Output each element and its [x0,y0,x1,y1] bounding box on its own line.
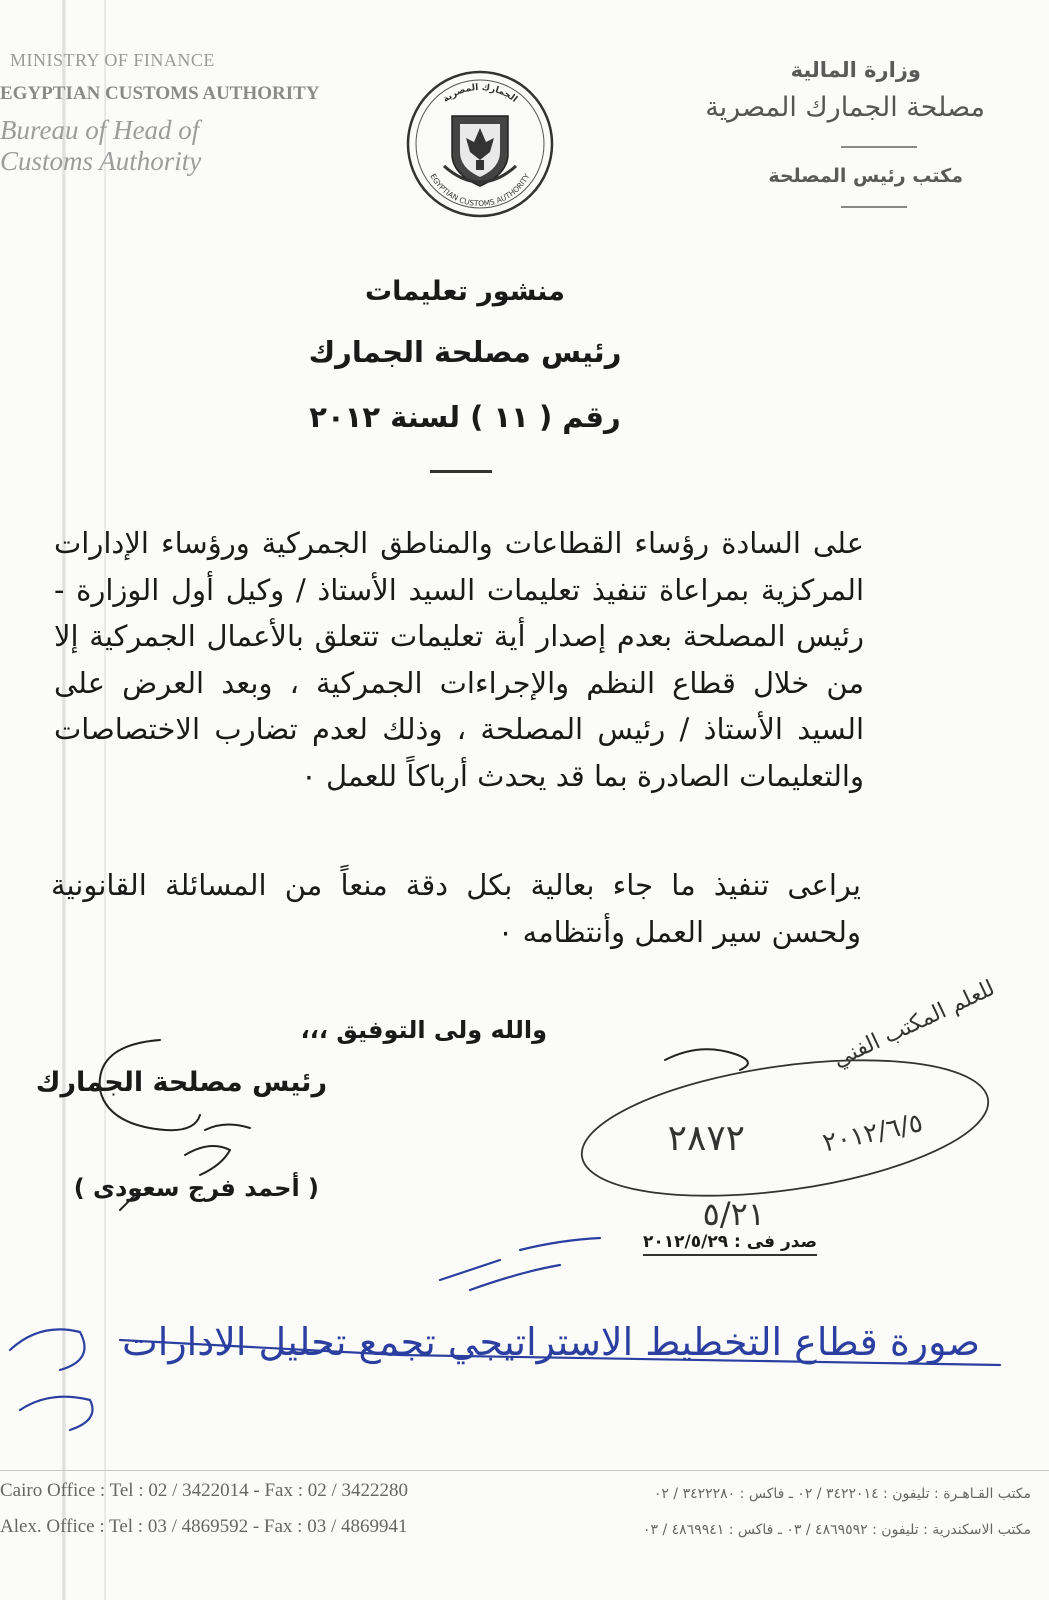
document-title: منشور تعليمات [365,276,565,307]
letterhead-bureau-en: Bureau of Head of [0,115,200,145]
customs-authority-seal [404,68,556,220]
body-paragraph: على السادة رؤساء القطاعات والمناطق الجمركية ورؤساء الإدارات المركزية بمراعاة تنفيذ تعليمات السيد الأستاذ / وكيل أول الوزارة - رئيس المصلحة بعدم إصدار أية تعليمات تتعلق بالأعمال الجمركية إلا من خلال قطاع النظم والإجراءات الجمركية ، وبعد العرض على السيد الأستاذ / رئيس المصلحة ، وذلك لعدم تضارب الاختصاصات والتعليمات الصادرة بما قد يحدث أرباكاً للعمل ٠ [54,526,864,793]
document-issuer: رئيس مصلحة الجمارك [308,335,622,369]
letterhead-ministry-en: MINISTRY OF FINANCE [10,50,215,70]
letterhead-authority-ar: مصلحة الجمارك المصرية [705,92,985,123]
registration-stamp [573,1038,996,1233]
title-divider [430,470,492,473]
alex-office-contact-en: Alex. Office : Tel : 03 / 4869592 - Fax : 03 / 4869941 [0,1516,408,1537]
letterhead-office-ar: مكتب رئيس المصلحة [768,165,963,187]
letterhead-bureau-en: Customs Authority [0,146,202,176]
closing-salutation: والله ولى التوفيق ،،، [300,1016,547,1044]
blue-note-text: صورة قطاع التخطيط الاستراتيجي تجمع تحليل الادارات [122,1320,980,1364]
signature [100,1040,250,1210]
divider [841,206,907,208]
document-number: رقم ( ١١ ) لسنة ٢٠١٢ [309,400,621,434]
signer-name: ( أحمد فرج سعودى ) [73,1174,319,1202]
signer-title: رئيس مصلحة الجمارك [35,1067,327,1098]
blue-pen-note [10,1238,1000,1430]
letterhead-ministry-ar: وزارة المالية [790,58,921,82]
svg-text:الجمارك المصرية: الجمارك المصرية [441,82,519,105]
issue-date: صدر فى : ٢٠١٢/٥/٢٩ [643,1232,817,1256]
registration-date: ٢٠١٢/٦/٥ [820,1108,926,1159]
registration-number: ٢٨٧٢ [667,1118,745,1159]
registration-subnumber: ٥/٢١ [702,1195,765,1233]
letterhead-authority-en: EGYPTIAN CUSTOMS AUTHORITY [0,83,320,104]
alex-office-contact-ar: مكتب الاسكندرية : تليفون : ٤٨٦٩٥٩٢ / ٠٣ ـ فاكس : ٤٨٦٩٩٤١ / ٠٣ [642,1522,1031,1538]
body-paragraph: يراعى تنفيذ ما جاء بعالية بكل دقة منعاً من المسائلة القانونية ولحسن سير العمل وأنتظامه ٠ [51,868,861,949]
cairo-office-contact-en: Cairo Office : Tel : 02 / 3422014 - Fax : 02 / 3422280 [0,1480,409,1501]
divider [841,146,917,148]
handwritten-annotations [0,950,1049,1450]
footer-divider [0,1470,1049,1471]
note-for-technical-office: للعلم المكتب الفني [829,975,999,1073]
cairo-office-contact-ar: مكتب القـاهـرة : تليفون : ٣٤٢٢٠١٤ / ٠٢ ـ فاكس : ٣٤٢٢٢٨٠ / ٠٢ [653,1486,1031,1502]
svg-text:EGYPTIAN CUSTOMS AUTHORITY: EGYPTIAN CUSTOMS AUTHORITY [428,172,532,209]
